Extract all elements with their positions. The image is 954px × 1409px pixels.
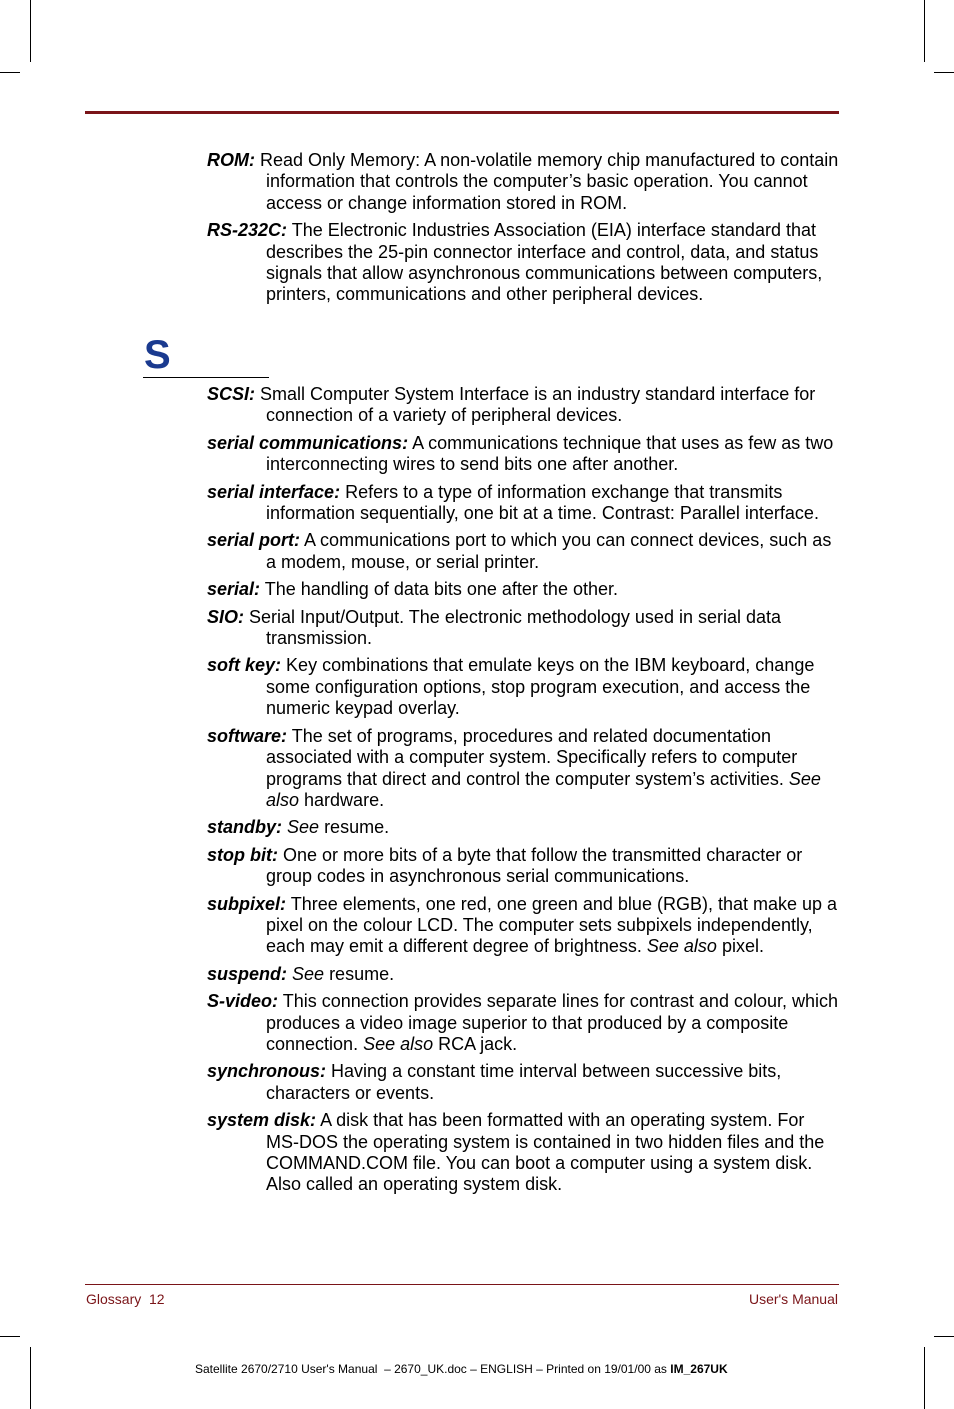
glossary-term: ROM: [207,150,255,170]
footer-manual-label: User's Manual [748,1291,838,1307]
glossary-entry [207,150,839,214]
glossary-entry [207,991,839,1055]
glossary-definition: Key combinations that emulate keys on the IBM keyboard, change some configuration options, stop program execution, and access the numeric keypad overlay. [266,655,815,719]
letter-heading-rule [143,377,269,378]
glossary-definition: The set of programs, procedures and related documentation associated with a computer system. Specifically refers to computer programs that direct and control the computer system’s activities. [266,725,798,789]
glossary-definition: Read Only Memory: A non-volatile memory chip manufactured to contain information that controls the computer’s basic operation. You cannot access or change information stored in ROM. [260,150,839,213]
glossary-definition: hardware. [299,789,385,810]
glossary-term: stop bit: [207,844,278,865]
glossary-definition: Small Computer System Interface is an industry standard interface for connection of a variety of peripheral devices. [260,384,816,426]
glossary-definition: Refers to a type of information exchange that transmits information sequentially, one bit at a time. Contrast: Parallel interface. [266,481,819,524]
glossary-entry [207,607,839,650]
crop-mark [30,1347,31,1409]
glossary-entry [207,964,839,985]
glossary-definition: resume. [324,963,395,984]
footer-rule [85,1284,839,1285]
glossary-term: subpixel: [207,893,287,914]
cross-reference-label: See also [646,936,717,957]
glossary-term: suspend: [207,963,288,984]
glossary-term: SIO: [207,606,245,627]
footer-page-label: Glossary 12 [86,1291,165,1307]
glossary-definition: One or more bits of a byte that follow the transmitted character or group codes in asynchronous serial communications. [266,844,803,887]
crop-mark [0,72,20,73]
glossary-definition: Having a constant time interval between successive bits, characters or events. [266,1061,782,1103]
glossary-definition: A communications port to which you can connect devices, such as a modem, mouse, or serial printer. [266,530,832,572]
glossary-term: system disk: [207,1110,317,1131]
glossary-term: serial communications: [207,432,409,453]
cross-reference-label: See also [266,768,821,810]
glossary-definition: pixel. [716,936,764,957]
print-line-text: Satellite 2670/2710 User's Manual – 2670_UK.doc – ENGLISH – Printed on 19/01/00 as [195,1362,671,1376]
crop-mark [0,1336,20,1337]
glossary-term: software: [207,725,288,746]
glossary-entry [207,1061,839,1104]
crop-mark [30,0,31,62]
crop-mark [924,1347,925,1409]
glossary-definition: A disk that has been formatted with an operating system. For MS-DOS the operating system is contained in two hidden files and the COMMAND.COM file. You can boot a computer using a system disk. Also called an operating system disk. [266,1110,825,1195]
letter-heading: S [144,333,171,377]
cross-reference-label: See [292,963,325,984]
cross-reference-label: See [287,817,320,838]
glossary-entry [207,579,839,600]
glossary-entry [207,482,839,525]
glossary-entry [207,530,839,573]
glossary-entry [207,817,839,838]
glossary-definition: RCA jack. [433,1033,518,1054]
glossary-entry [207,655,839,719]
header-rule [85,111,839,114]
glossary-definition: This connection provides separate lines for contrast and colour, which produces a video image superior to that produced by a composite connection. [266,991,839,1054]
glossary-entry [207,1110,839,1196]
glossary-definition: A communications technique that uses as few as two interconnecting wires to send bits one after another. [266,432,834,475]
crop-mark [934,72,954,73]
glossary-term: soft key: [207,655,282,676]
glossary-entry [207,845,839,888]
crop-mark [924,0,925,62]
glossary-entry [207,894,839,958]
glossary-definition: The Electronic Industries Association (EIA) interface standard that describes the 25-pin connector interface and control, data, and status signals that allow asynchronous communications between computers, printers, communications and other peripheral devices. [266,220,823,305]
glossary-entry [207,384,839,427]
glossary-entry [207,433,839,476]
glossary-definition: resume. [319,817,390,838]
glossary-section-s [207,384,839,1202]
print-line-code: IM_267UK [670,1362,728,1376]
glossary-definition: Three elements, one red, one green and blue (RGB), that make up a pixel on the colour LCD. The computer sets subpixels independently, each may emit a different degree of brightness. [266,893,838,957]
glossary-definition: The handling of data bits one after the other. [264,579,618,600]
glossary-term: S-video: [207,991,279,1012]
glossary-section-r [207,150,839,312]
glossary-term: SCSI: [207,384,256,404]
cross-reference-label: See also [363,1033,434,1054]
crop-mark [934,1336,954,1337]
glossary-term: serial interface: [207,481,341,502]
glossary-term: serial port: [207,530,301,551]
glossary-definition: Serial Input/Output. The electronic methodology used in serial data transmission. [249,606,782,649]
glossary-entry [207,220,839,306]
glossary-term: standby: [207,817,283,838]
glossary-entry [207,726,839,812]
glossary-term: RS-232C: [207,220,288,241]
print-line [195,1362,728,1376]
glossary-term: synchronous: [207,1061,327,1082]
glossary-term: serial: [207,579,261,600]
